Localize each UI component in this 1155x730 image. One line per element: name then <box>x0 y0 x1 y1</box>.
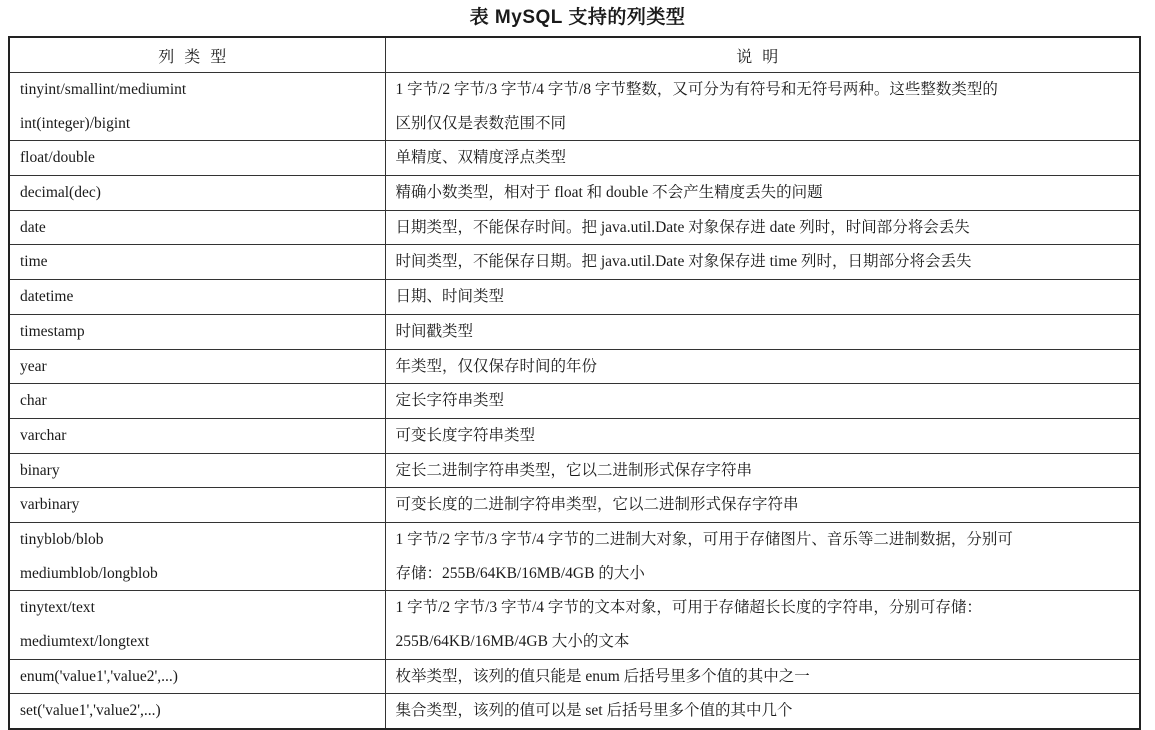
type-cell <box>9 210 385 245</box>
description-cell <box>385 591 1140 659</box>
type-cell-line: mediumtext/longtext <box>20 633 150 650</box>
table-row <box>9 384 1140 419</box>
header-description: 说明 <box>385 37 1140 73</box>
type-cell-line: float/double <box>20 149 95 167</box>
table-row <box>9 176 1140 211</box>
header-row <box>9 37 1140 73</box>
type-cell-line: mediumblob/longblob <box>20 564 158 582</box>
description-cell-line: 定长字符串类型 <box>395 392 505 410</box>
type-cell <box>9 384 385 419</box>
description-cell <box>385 314 1140 349</box>
type-cell <box>9 141 385 176</box>
description-cell <box>385 245 1140 280</box>
type-cell <box>9 591 385 659</box>
description-cell <box>385 210 1140 245</box>
description-cell <box>385 659 1140 694</box>
type-cell <box>9 522 385 590</box>
table-row <box>9 591 1140 659</box>
description-cell <box>385 280 1140 315</box>
description-cell <box>385 522 1140 590</box>
type-cell-line: date <box>20 218 46 236</box>
description-cell-line: 日期类型，不能保存时间。把 java.util.Date 对象保存进 date 列时，时间部分将会丢失 <box>395 218 970 236</box>
type-cell-line: varbinary <box>20 496 80 514</box>
description-cell-line: 可变长度的二进制字符串类型，它以二进制形式保存字符串 <box>395 496 799 514</box>
type-cell <box>9 176 385 211</box>
type-cell <box>9 314 385 349</box>
mysql-column-types-table <box>8 36 1141 730</box>
description-cell-line: 精确小数类型，相对于 float 和 double 不会产生精度丢失的问题 <box>395 184 823 202</box>
description-cell-line: 集合类型，该列的值可以是 set 后括号里多个值的其中几个 <box>395 702 793 720</box>
table-row <box>9 349 1140 384</box>
type-cell-line: enum('value1','value2',...) <box>20 667 178 685</box>
description-cell-line: 1 字节/2 字节/3 字节/4 字节/8 字节整数，又可分为有符号和无符号两种。这些整数类型的 <box>395 81 998 98</box>
description-cell-line: 单精度、双精度浮点类型 <box>395 149 567 167</box>
table-row <box>9 488 1140 523</box>
type-cell-line: year <box>20 357 47 375</box>
table-body <box>9 73 1140 730</box>
description-cell <box>385 73 1140 141</box>
type-cell <box>9 349 385 384</box>
table-row <box>9 314 1140 349</box>
type-cell-line: tinyint/smallint/mediumint <box>20 81 187 98</box>
type-cell-line: timestamp <box>20 322 85 340</box>
description-cell <box>385 453 1140 488</box>
type-cell <box>9 488 385 523</box>
type-cell <box>9 73 385 141</box>
type-cell-line: varchar <box>20 426 67 444</box>
description-cell-line: 枚举类型，该列的值只能是 enum 后括号里多个值的其中之一 <box>395 667 810 685</box>
table-row <box>9 73 1140 141</box>
description-cell <box>385 384 1140 419</box>
description-cell-line: 定长二进制字符串类型，它以二进制形式保存字符串 <box>395 461 753 479</box>
description-cell-line: 可变长度字符串类型 <box>395 426 536 444</box>
table-row <box>9 453 1140 488</box>
type-cell-line: binary <box>20 461 60 479</box>
description-cell <box>385 488 1140 523</box>
table-row <box>9 280 1140 315</box>
type-cell-line: int(integer)/bigint <box>20 114 131 132</box>
type-cell-line: datetime <box>20 288 74 306</box>
type-cell-line: tinyblob/blob <box>20 530 104 548</box>
type-cell <box>9 659 385 694</box>
table-row <box>9 418 1140 453</box>
type-cell <box>9 418 385 453</box>
type-cell <box>9 453 385 488</box>
description-cell-line: 255B/64KB/16MB/4GB 大小的文本 <box>395 633 630 650</box>
header-column-type: 列类型 <box>9 37 385 73</box>
table-title: 表 MySQL 支持的列类型 <box>469 7 686 28</box>
type-cell-line: time <box>20 253 48 271</box>
table-row <box>9 210 1140 245</box>
description-cell <box>385 176 1140 211</box>
description-cell-line: 区别仅仅是表数范围不同 <box>395 114 567 132</box>
type-cell <box>9 245 385 280</box>
type-cell-line: tinytext/text <box>20 599 95 617</box>
description-cell-line: 时间戳类型 <box>395 322 474 340</box>
type-cell <box>9 694 385 729</box>
type-cell-line: decimal(dec) <box>20 184 101 202</box>
type-cell <box>9 280 385 315</box>
description-cell <box>385 349 1140 384</box>
description-cell-line: 1 字节/2 字节/3 字节/4 字节的二进制大对象，可用于存储图片、音乐等二进制数据，分别可 <box>395 530 1013 548</box>
type-cell-line: set('value1','value2',...) <box>20 702 161 720</box>
table-row <box>9 659 1140 694</box>
table-row <box>9 694 1140 729</box>
description-cell <box>385 141 1140 176</box>
type-cell-line: char <box>20 392 47 410</box>
description-cell-line: 日期、时间类型 <box>395 288 505 306</box>
table-row <box>9 522 1140 590</box>
table-row <box>9 141 1140 176</box>
description-cell-line: 1 字节/2 字节/3 字节/4 字节的文本对象，可用于存储超长长度的字符串，分别可存储： <box>395 599 982 617</box>
description-cell-line: 时间类型，不能保存日期。把 java.util.Date 对象保存进 time 列时，日期部分将会丢失 <box>395 253 972 271</box>
description-cell <box>385 418 1140 453</box>
description-cell <box>385 694 1140 729</box>
description-cell-line: 存储：255B/64KB/16MB/4GB 的大小 <box>395 564 645 582</box>
table-row <box>9 245 1140 280</box>
description-cell-line: 年类型，仅仅保存时间的年份 <box>395 357 598 375</box>
